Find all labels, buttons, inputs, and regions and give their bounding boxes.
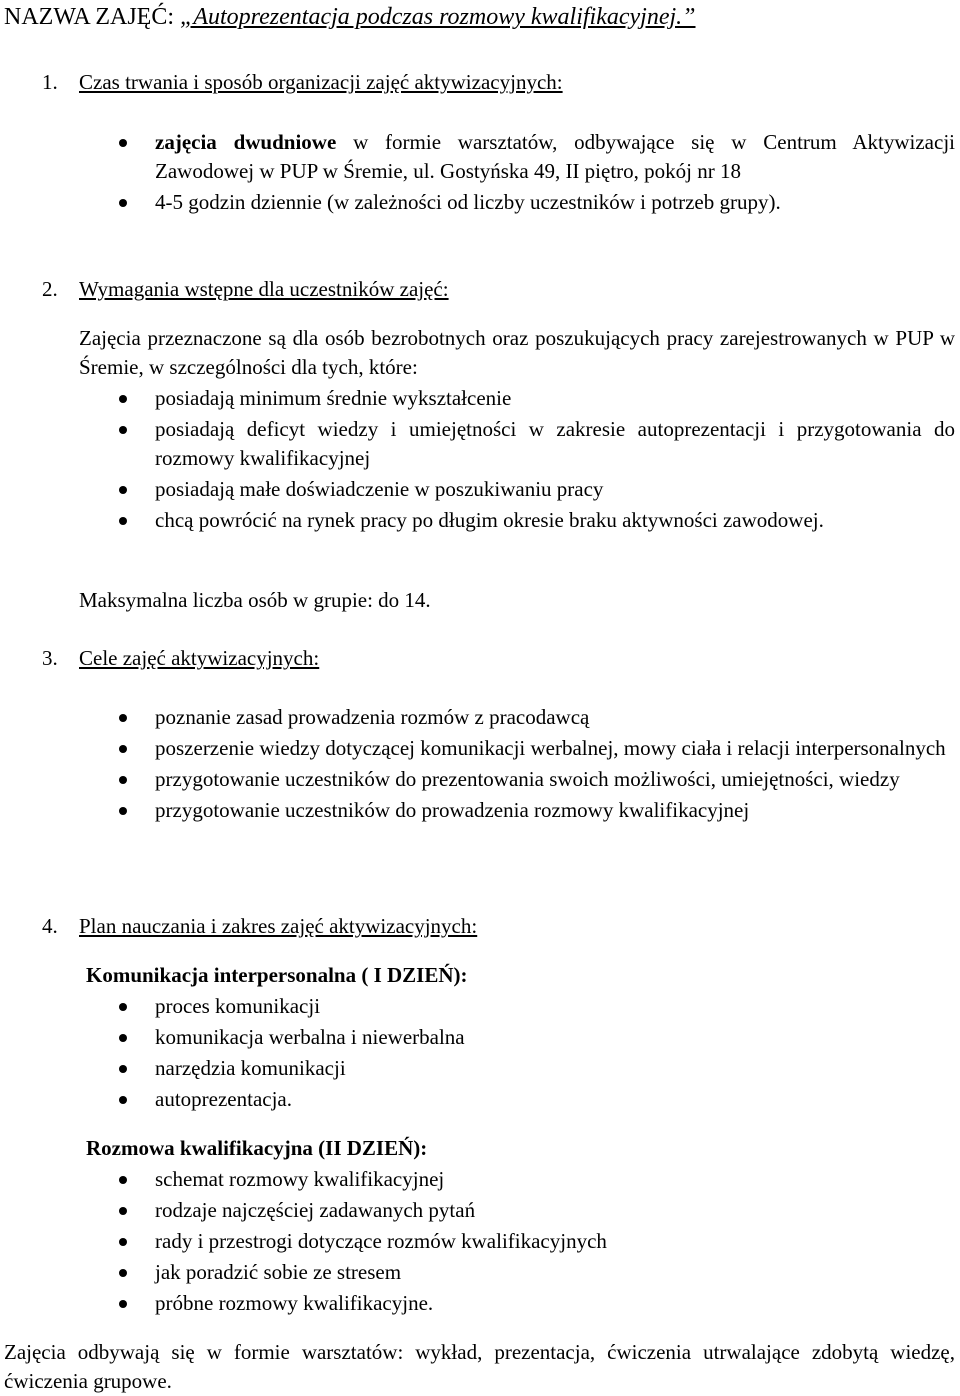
section-title: Wymagania wstępne dla uczestników zajęć: <box>79 277 449 301</box>
list-item <box>0 734 955 763</box>
list-item-text: narzędzia komunikacji <box>155 1056 346 1080</box>
section-2-list <box>0 384 955 535</box>
document-title <box>4 2 696 32</box>
bullet-icon <box>119 139 127 147</box>
bullet-icon <box>119 1238 127 1246</box>
list-item-bold: zajęcia dwudniowe <box>155 130 337 154</box>
section-number: 2. <box>42 277 58 301</box>
list-item-text: proces komunikacji <box>155 994 321 1018</box>
list-item <box>0 992 955 1021</box>
bullet-icon <box>119 1269 127 1277</box>
list-item-text: rady i przestrogi dotyczące rozmów kwalifikacyjnych <box>155 1229 607 1253</box>
bullet-icon <box>119 1176 127 1184</box>
list-item-text: przygotowanie uczestników do prowadzenia rozmowy kwalifikacyjnej <box>155 798 750 822</box>
list-item-text: posiadają minimum średnie wykształcenie <box>155 386 512 410</box>
bullet-icon <box>119 199 127 207</box>
section-title: Cele zajęć aktywizacyjnych: <box>79 646 320 670</box>
list-item <box>0 1227 955 1256</box>
list-item-text: w formie warsztatów, odbywające się w Centrum Aktywizacji Zawodowej w PUP w Śremie, ul. Gostyńska 49, II piętro, pokój nr 18 <box>155 130 955 183</box>
list-item <box>0 384 955 413</box>
list-item-text: 4-5 godzin dziennie (w zależności od liczby uczestników i potrzeb grupy). <box>155 190 781 214</box>
list-item <box>0 1085 955 1114</box>
list-item <box>0 703 955 732</box>
section-number: 3. <box>42 646 58 670</box>
section-2-heading <box>42 275 449 303</box>
list-item-text: przygotowanie uczestników do prezentowania swoich możliwości, umiejętności, wiedzy <box>155 767 900 791</box>
list-item <box>0 1023 955 1052</box>
section-1-list <box>0 128 955 217</box>
bullet-icon <box>119 395 127 403</box>
list-item-text: posiadają deficyt wiedzy i umiejętności w zakresie autoprezentacji i przygotowania do rozmowy kwalifikacyjnej <box>155 417 955 470</box>
day-2-heading: Rozmowa kwalifikacyjna (II DZIEŃ): <box>86 1136 428 1160</box>
list-item <box>0 1196 955 1225</box>
section-1-heading <box>42 68 563 96</box>
bullet-icon <box>119 807 127 815</box>
section-title: Czas trwania i sposób organizacji zajęć aktywizacyjnych: <box>79 70 563 94</box>
list-item-text: poznanie zasad prowadzenia rozmów z pracodawcą <box>155 705 590 729</box>
section-number: 4. <box>42 914 58 938</box>
list-item <box>0 1054 955 1083</box>
list-item <box>0 765 955 794</box>
day-2-list <box>0 1165 955 1318</box>
section-4-heading <box>42 912 477 940</box>
section-title: Plan nauczania i zakres zajęć aktywizacyjnych: <box>79 914 478 938</box>
bullet-icon <box>119 517 127 525</box>
list-item <box>0 128 955 186</box>
bullet-icon <box>119 1034 127 1042</box>
bullet-icon <box>119 714 127 722</box>
list-item <box>0 1289 955 1318</box>
section-3-heading <box>42 644 319 672</box>
bullet-icon <box>119 486 127 494</box>
list-item-text: posiadają małe doświadczenie w poszukiwaniu pracy <box>155 477 604 501</box>
list-item-text: chcą powrócić na rynek pracy po długim okresie braku aktywności zawodowej. <box>155 508 824 532</box>
list-item-text: rodzaje najczęściej zadawanych pytań <box>155 1198 476 1222</box>
bullet-icon <box>119 1003 127 1011</box>
bullet-icon <box>119 776 127 784</box>
section-number: 1. <box>42 70 58 94</box>
bullet-icon <box>119 1207 127 1215</box>
list-item <box>0 1258 955 1287</box>
list-item <box>0 1165 955 1194</box>
list-item <box>0 506 955 535</box>
section-2-intro: Zajęcia przeznaczone są dla osób bezrobotnych oraz poszukujących pracy zarejestrowanych w PUP w Śremie, w szczególności dla tych, które: <box>79 326 955 379</box>
list-item-text: komunikacja werbalna i niewerbalna <box>155 1025 465 1049</box>
bullet-icon <box>119 1300 127 1308</box>
max-group-size: Maksymalna liczba osób w grupie: do 14. <box>79 588 431 612</box>
list-item-text: poszerzenie wiedzy dotyczącej komunikacji werbalnej, mowy ciała i relacji interpersonalnych <box>155 736 946 760</box>
bullet-icon <box>119 745 127 753</box>
bullet-icon <box>119 426 127 434</box>
day-1-list <box>0 992 955 1114</box>
title-prefix: NAZWA ZAJĘĆ: <box>4 4 180 30</box>
list-item-text: jak poradzić sobie ze stresem <box>155 1260 402 1284</box>
bullet-icon <box>119 1065 127 1073</box>
course-name: „Autoprezentacja podczas rozmowy kwalifikacyjnej.” <box>180 4 696 30</box>
closing-paragraph: Zajęcia odbywają się w formie warsztatów: wykład, prezentacja, ćwiczenia utrwalające zdobytą wiedzę, ćwiczenia grupowe. <box>4 1340 955 1393</box>
list-item-text: schemat rozmowy kwalifikacyjnej <box>155 1167 445 1191</box>
day-1-heading: Komunikacja interpersonalna ( I DZIEŃ): <box>86 963 468 987</box>
list-item <box>0 188 955 217</box>
list-item <box>0 475 955 504</box>
bullet-icon <box>119 1096 127 1104</box>
section-3-list <box>0 703 955 825</box>
list-item <box>0 415 955 473</box>
list-item <box>0 796 955 825</box>
list-item-text: próbne rozmowy kwalifikacyjne. <box>155 1291 434 1315</box>
list-item-text: autoprezentacja. <box>155 1087 292 1111</box>
